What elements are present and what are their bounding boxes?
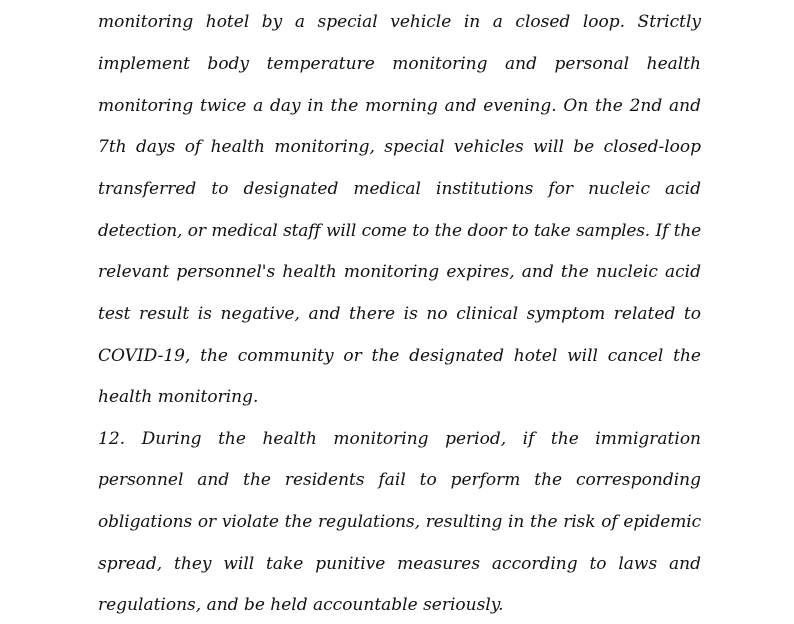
body-text-line: spread, they will take punitive measures according to laws and (98, 554, 701, 574)
paragraph-end-line: health monitoring. (98, 387, 259, 407)
body-text-line: implement body temperature monitoring and personal health (98, 54, 701, 74)
body-text-line: test result is negative, and there is no clinical symptom related to (98, 304, 701, 324)
body-text-line: personnel and the residents fail to perform the corresponding (98, 470, 701, 490)
body-text-line: monitoring hotel by a special vehicle in a closed loop. Strictly (98, 12, 701, 32)
body-text-line: obligations or violate the regulations, resulting in the risk of epidemic (98, 512, 701, 532)
body-text-line: transferred to designated medical institutions for nucleic acid (98, 179, 701, 199)
body-text-line: monitoring twice a day in the morning and evening. On the 2nd and (98, 96, 701, 116)
paragraph-end-line: regulations, and be held accountable seriously. (98, 595, 504, 615)
numbered-item-line: 12. During the health monitoring period, if the immigration (98, 429, 701, 449)
body-text-line: COVID-19, the community or the designated hotel will cancel the (98, 346, 701, 366)
body-text-line: detection, or medical staff will come to the door to take samples. If the (98, 221, 701, 241)
body-text-line: 7th days of health monitoring, special vehicles will be closed-loop (98, 137, 701, 157)
body-text-line: relevant personnel's health monitoring expires, and the nucleic acid (98, 262, 701, 282)
